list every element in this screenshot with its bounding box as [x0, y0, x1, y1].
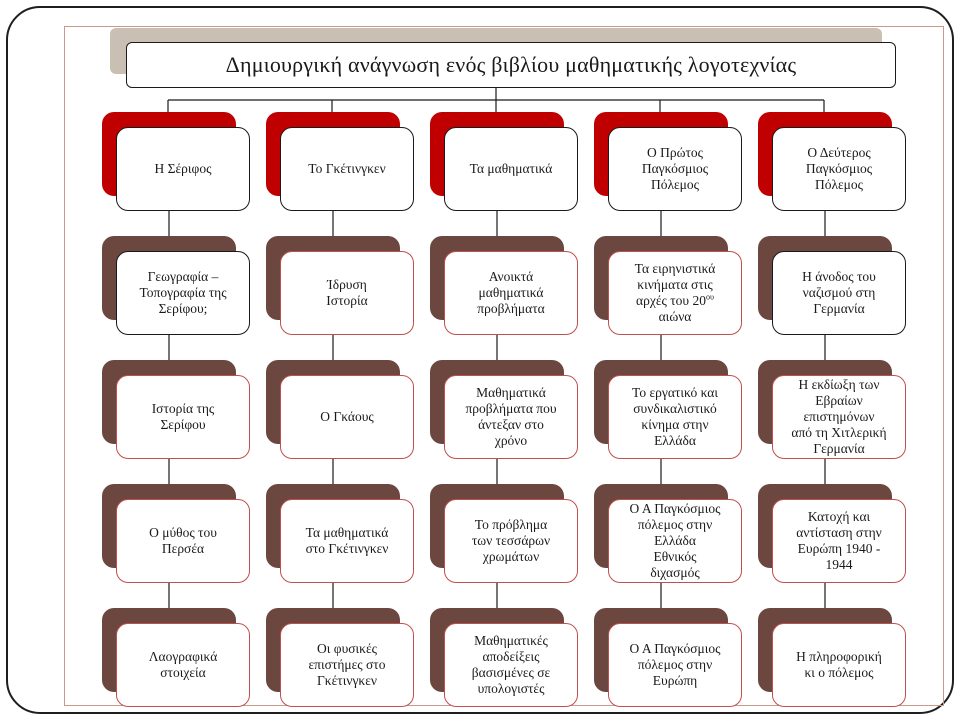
card-text-line: Ο Δεύτερος — [807, 145, 871, 160]
card-text-line: χρόνο — [494, 433, 528, 448]
card-text-line: Οι φυσικές — [317, 641, 377, 656]
card-text-line: 1944 — [825, 557, 853, 572]
card-text-line: Ιστορία — [326, 293, 368, 308]
card-text-line: πόλεμος στην — [637, 657, 713, 672]
card-text-line: Ελλάδα — [654, 533, 696, 548]
category-header-4 — [608, 127, 742, 211]
card-text-line: άντεξαν στο — [478, 417, 544, 432]
topic-box — [772, 499, 906, 583]
card-text-line: κι ο πόλεμος — [804, 665, 874, 680]
topic-box — [608, 251, 742, 335]
card-text-line: Η άνοδος του — [802, 269, 876, 284]
card-text-line: Εθνικός — [653, 549, 697, 564]
card-text-line: Ανοικτά — [488, 269, 534, 284]
card-text-line: Γεωγραφία – — [147, 269, 219, 284]
category-header-label: Η Σέριφος — [154, 161, 212, 176]
category-header-label: Το Γκέτινγκεν — [308, 161, 386, 176]
card-text-line: Πόλεμος — [650, 177, 700, 192]
topic-box — [116, 623, 250, 707]
card-text-line: των τεσσάρων — [471, 533, 551, 548]
category-header-2 — [280, 127, 414, 211]
card-text-line: διχασμός — [650, 565, 700, 580]
card-text-line: επιστήμες στο — [308, 657, 386, 672]
card-text-line: προβλήματα που — [465, 401, 557, 416]
card-text-line: Το εργατικό και — [632, 385, 718, 400]
card-text-line: Το πρόβλημα — [474, 517, 548, 532]
card-text-line: Γερμανία — [813, 301, 865, 316]
card-text-line: Γκέτινγκεν — [317, 673, 377, 688]
topic-box — [280, 251, 414, 335]
topic-box — [444, 623, 578, 707]
card-text-line: Ιστορία της — [151, 401, 215, 416]
card-text-line: Περσέα — [161, 541, 205, 556]
topic-box — [444, 499, 578, 583]
card-text-line: Η εκδίωξη των — [798, 377, 880, 392]
card-text-line: Εβραίων — [815, 393, 863, 408]
category-header-label: Τα μαθηματικά — [469, 161, 553, 176]
card-text-line: Γερμανία — [813, 441, 865, 456]
topic-box — [280, 499, 414, 583]
card-text-line: Ο Πρώτος — [646, 145, 704, 160]
card-text-line: Ο Α Παγκόσμιος — [629, 641, 721, 656]
card-text-line: ναζισμού στη — [802, 285, 876, 300]
card-text-line: Ευρώπη 1940 - — [797, 541, 881, 556]
topic-box — [280, 623, 414, 707]
card-text-line: Ο Γκάους — [320, 409, 374, 424]
card-text-line: κινήματα στις — [637, 277, 713, 292]
card-text-line: στο Γκέτινγκεν — [305, 541, 389, 556]
topic-box — [116, 375, 250, 459]
card-text-line: Τοπογραφία της — [139, 285, 227, 300]
topic-box — [444, 251, 578, 335]
card-text-line: Ο μύθος του — [149, 525, 217, 540]
card-text-line: επιστημόνων — [803, 409, 875, 424]
card-text-line: Λαογραφικά — [148, 649, 218, 664]
card-text-line: Τα ειρηνιστικά — [634, 261, 716, 276]
card-text-line: μαθηματικά — [478, 285, 544, 300]
topic-box — [608, 623, 742, 707]
card-text-line: προβλήματα — [477, 301, 545, 316]
topic-box — [280, 375, 414, 459]
card-text-line: Τα μαθηματικά — [305, 525, 389, 540]
card-text-line: Παγκόσμιος — [805, 161, 873, 176]
topic-box — [116, 499, 250, 583]
topic-box — [116, 251, 250, 335]
topic-box — [772, 623, 906, 707]
card-text-line: υπολογιστές — [477, 681, 545, 696]
card-text-line: στοιχεία — [160, 665, 206, 680]
card-text-line: Κατοχή και — [807, 509, 871, 524]
card-text-line: αιώνα — [658, 309, 692, 324]
card-text-line: αρχές του $20^{o\upsilon}$ — [636, 292, 714, 308]
category-header-3 — [444, 127, 578, 211]
card-text-line: βασισμένες σε — [471, 665, 551, 680]
card-text-line: Πόλεμος — [814, 177, 864, 192]
topic-box — [608, 499, 742, 583]
card-text-line: Σερίφου — [160, 417, 206, 432]
card-text-line: πόλεμος στην — [637, 517, 713, 532]
card-text-line: κίνημα στην — [641, 417, 709, 432]
card-text-line: Ελλάδα — [654, 433, 696, 448]
topic-box — [772, 251, 906, 335]
topic-box — [608, 375, 742, 459]
card-text-line: Ο Α Παγκόσμιος — [629, 501, 721, 516]
ordinal-superscript: ου — [705, 292, 714, 302]
topic-box — [444, 375, 578, 459]
card-text-line: από τη Χιτλερική — [791, 425, 887, 440]
card-text-line: Η πληροφορική — [796, 649, 882, 664]
topic-box — [772, 375, 906, 459]
card-text-line: Μαθηματικές — [474, 633, 548, 648]
card-text-line: αντίσταση στην — [796, 525, 882, 540]
card-text-line: συνδικαλιστικό — [633, 401, 717, 416]
card-text-line: αποδείξεις — [482, 649, 540, 664]
card-text-line: χρωμάτων — [482, 549, 540, 564]
card-text-line: Ίδρυση — [327, 277, 367, 292]
card-text-line: Ευρώπη — [652, 673, 698, 688]
category-header-5 — [772, 127, 906, 211]
diagram-title: Δημιουργική ανάγνωση ενός βιβλίου μαθηματικής λογοτεχνίας — [126, 42, 896, 88]
card-text-line: Σερίφου; — [158, 301, 208, 316]
card-text-line: Μαθηματικά — [476, 385, 546, 400]
card-text-line: Παγκόσμιος — [641, 161, 709, 176]
category-header-1 — [116, 127, 250, 211]
